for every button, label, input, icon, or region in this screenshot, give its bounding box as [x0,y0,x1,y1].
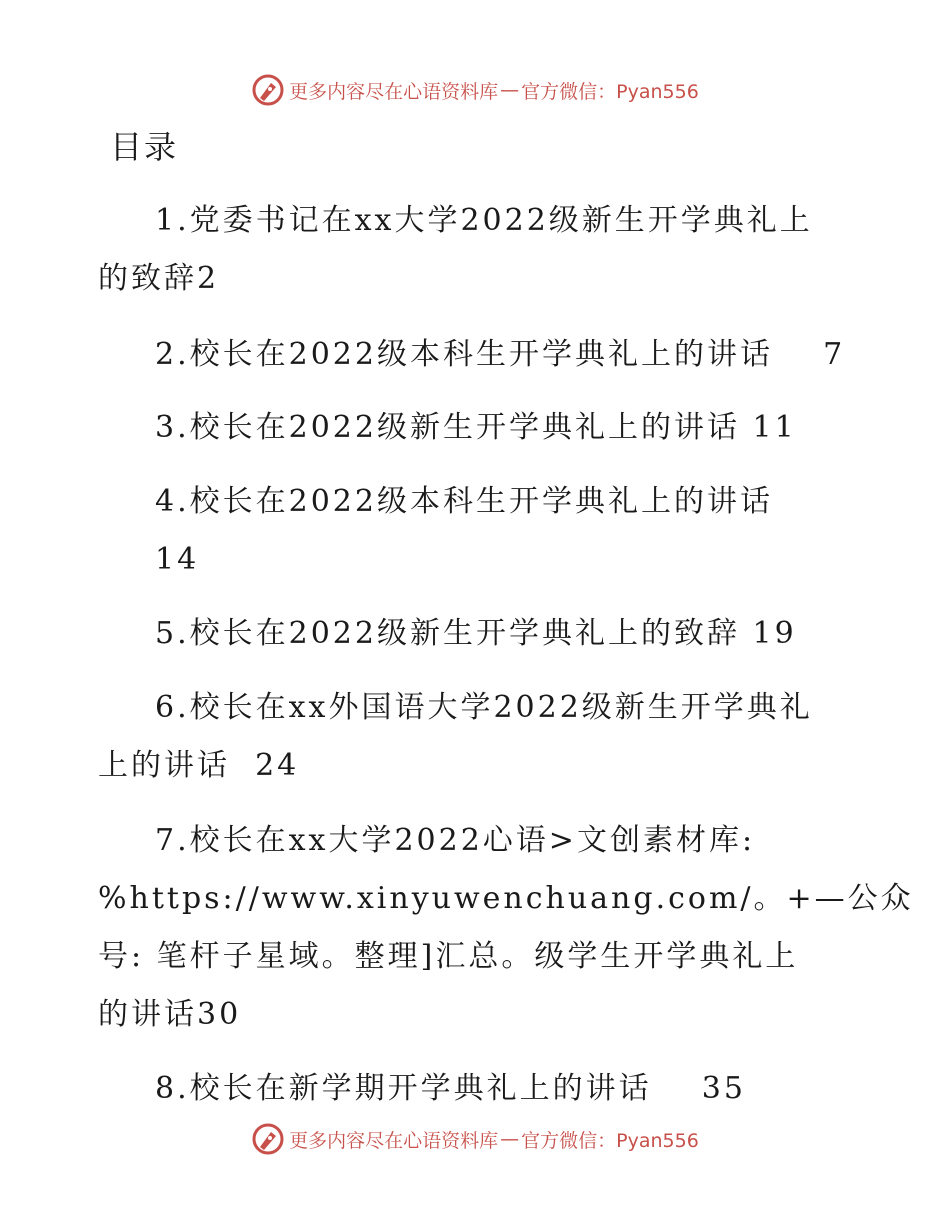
header-watermark [0,70,950,110]
banner-wechat: 官方微信：Pyan556 [521,1129,699,1152]
pen-nib-icon [251,1122,285,1156]
banner-text: 更多内容尽在心语资料库 [289,80,499,103]
banner-separator: — [500,79,520,101]
pen-nib-icon [251,73,285,107]
banner-separator: — [500,1128,520,1150]
toc-title: 目录 [110,128,179,166]
toc-line: 5.校长在2022级新生开学典礼上的致辞 19 [155,616,797,651]
toc-line: 的致辞2 [98,261,220,296]
toc-line: 4.校长在2022级本科生开学典礼上的讲话 [155,484,773,519]
toc-line: 7.校长在xx大学2022心语>文创素材库: [155,823,756,858]
toc-line: 3.校长在2022级新生开学典礼上的讲话 11 [155,410,797,445]
toc-line: 14 [155,542,200,577]
toc-line: 6.校长在xx外国语大学2022级新生开学典礼 [155,690,813,725]
toc-line: %https://www.xinyuwenchuang.com/。+—公众 [98,881,914,916]
footer-watermark [0,1119,950,1159]
toc-line: 1.党委书记在xx大学2022级新生开学典礼上 [155,203,813,238]
toc-line: 2.校长在2022级本科生开学典礼上的讲话 7 [155,337,846,372]
banner-wechat: 官方微信：Pyan556 [521,80,699,103]
banner-text: 更多内容尽在心语资料库 [289,1129,499,1152]
toc-line: 上的讲话 24 [98,748,300,783]
toc-line: 号: 笔杆子星域。整理]汇总。级学生开学典礼上 [98,939,799,974]
toc-line: 的讲话30 [98,997,242,1032]
toc-line: 8.校长在新学期开学典礼上的讲话 35 [155,1071,746,1106]
